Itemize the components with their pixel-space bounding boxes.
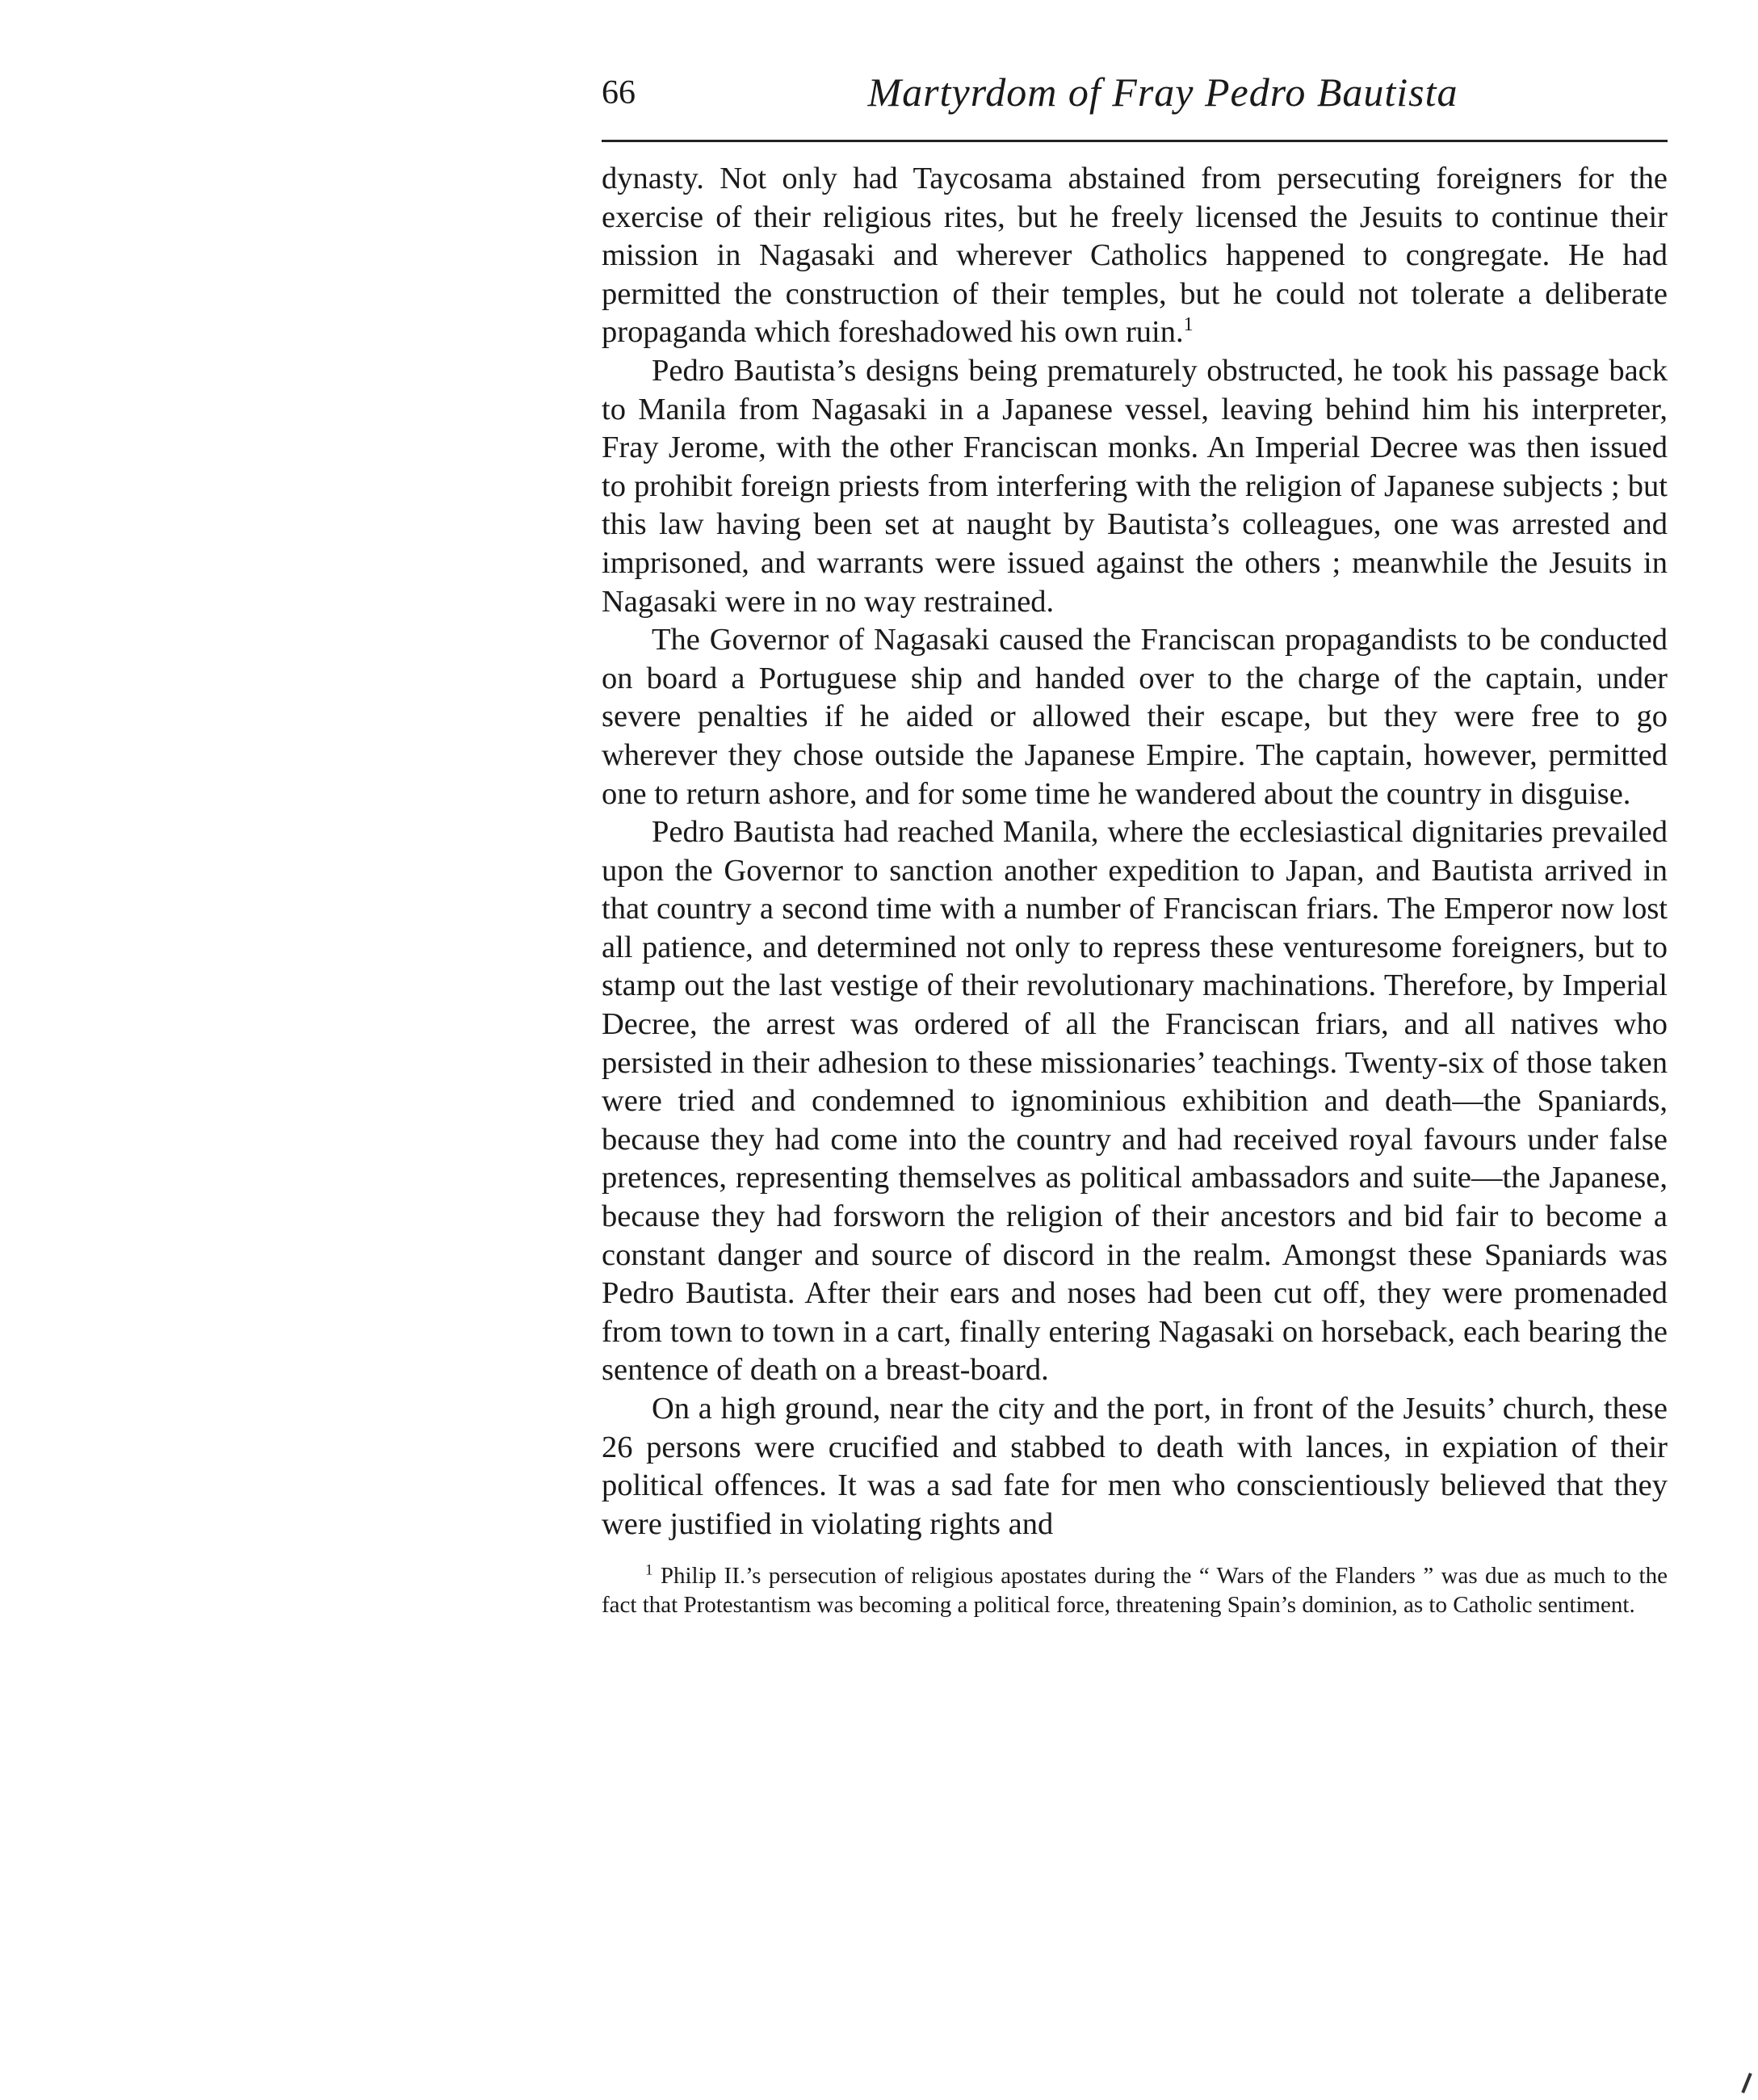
page-number: 66 — [602, 74, 636, 111]
paragraph-1 — [602, 160, 1668, 352]
paragraph-5: On a high ground, near the city and the port, in front of the Jesuits’ church, these 26 persons were crucified and stabbed to death with lances, in expiation of their political offences. It was a sad fate for men who conscientiously believed that they were justified in violating rights and — [602, 1392, 1668, 1541]
book-page — [602, 69, 1668, 1619]
footnote-mark: 1 — [645, 1561, 653, 1579]
footnote — [602, 1561, 1668, 1619]
footnote-text: Philip II.’s persecution of religious apostates during the “ Wars of the Flanders ” was due as much to the fact that Protestantism was becoming a political force, threatening Spain’s dominion, as to Catholic sentiment. — [602, 1563, 1668, 1619]
body-text — [602, 160, 1668, 1544]
paragraph-2: Pedro Bautista’s designs being prematurely obstructed, he took his passage back to Manila from Nagasaki in a Japanese vessel, leaving behind him his interpreter, Fray Jerome, with the other Franciscan monks. An Imperial Decree was then issued to prohibit foreign priests from interfering with the religion of Japanese subjects ; but this law having been set at naught by Bautista’s colleagues, one was arrested and imprisoned, and warrants were issued against the others ; meanwhile the Jesuits in Nagasaki were in no way restrained. — [602, 353, 1668, 619]
running-head — [602, 69, 1668, 133]
paragraph-3: The Governor of Nagasaki caused the Franciscan propagandists to be conducted on board a Portuguese ship and handed over to the charge of the captain, under severe penalties if he aided or allowed their escape, but they were free to go wherever they chose outside the Japanese Empire. The captain, however, permitted one to return ashore, and for some time he wandered about the country in disguise. — [602, 623, 1668, 811]
running-title: Martyrdom of Fray Pedro Bautista — [867, 69, 1458, 115]
paragraph-1-text: dynasty. Not only had Taycosama abstained from persecuting foreigners for the exercise of their religious rites, but he freely licensed the Jesuits to continue their mission in Nagasaki and wherever Catholics happened to congregate. He had permitted the construction of their temples, but he could not tolerate a deliberate propaganda which foreshadowed his own ruin. — [602, 162, 1668, 350]
page-edge-mark — [1741, 2073, 1752, 2094]
footnote-reference: 1 — [1183, 314, 1194, 336]
paragraph-4: Pedro Bautista had reached Manila, where the ecclesiastical dignitaries prevailed upon the Governor to sanction another expedition to Japan, and Bautista arrived in that country a second time with a number of Franciscan friars. The Emperor now lost all patience, and determined not only to repress these venturesome foreigners, but to stamp out the last vestige of their revolutionary machinations. Therefore, by Imperial Decree, the arrest was ordered of all the Franciscan friars, and all natives who persisted in their adhesion to these missionaries’ teachings. Twenty-six of those taken were tried and condemned to ignominious exhibition and death—the Spaniards, because they had come into the country and had received royal favours under false pretences, representing themselves as political ambassadors and suite—the Japanese, because they had forsworn the religion of their ancestors and bid fair to become a constant danger and source of discord in the realm. Amongst these Spaniards was Pedro Bautista. After their ears and noses had been cut off, they were promenaded from town to town in a cart, finally entering Nagasaki on horseback, each bearing the sentence of death on a breast-board. — [602, 815, 1668, 1388]
header-rule — [602, 140, 1668, 142]
